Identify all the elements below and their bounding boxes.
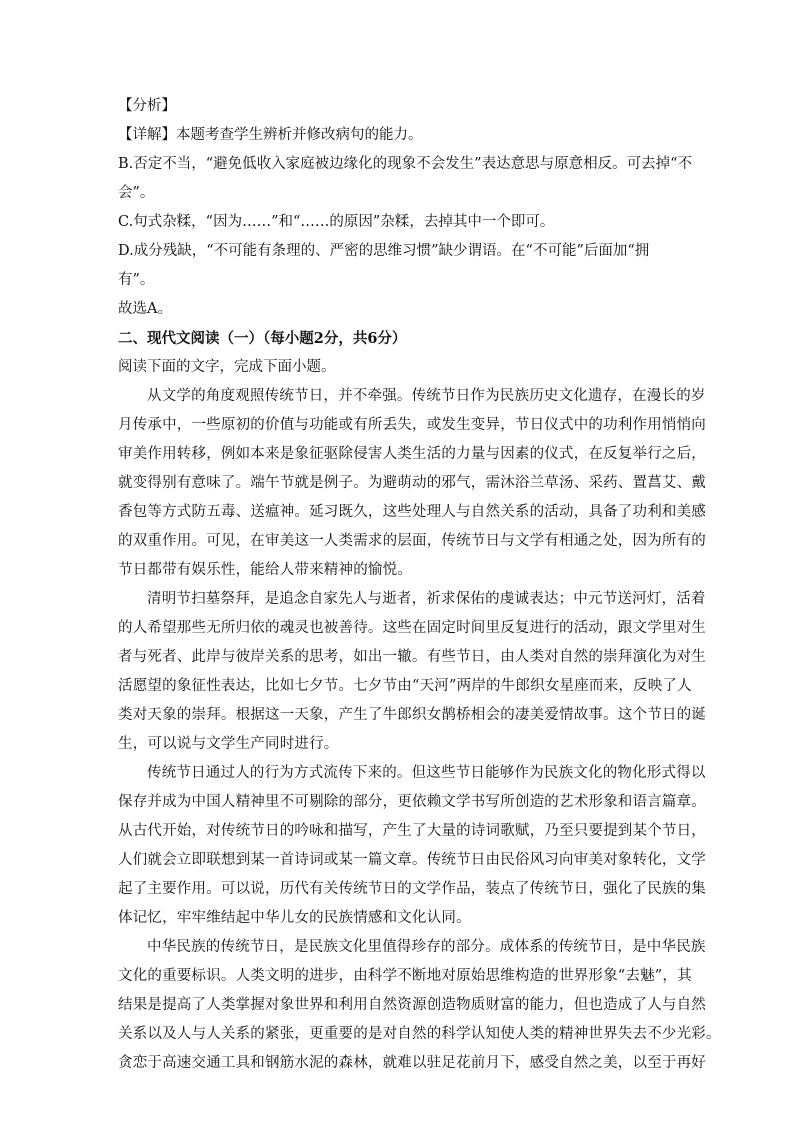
paragraph-line: 体记忆，牢牢维结起中华儿女的民族情感和文化认同。 (118, 910, 471, 926)
paragraph-line: 文化的重要标识。人类文明的进步，由科学不断地对原始思维构造的世界形象“去魅”，其 (118, 968, 692, 984)
paragraph-line: 人们就会立即联想到某一首诗词或某一篇文章。传统节日由民俗风习向审美对象转化，文学 (118, 852, 706, 868)
paragraph-line: 从文学的角度观照传统节日，并不牵强。传统节日作为民族历史文化遗存，在漫长的岁 (147, 388, 706, 404)
paragraph-line: 起了主要作用。可以说，历代有关传统节日的文学作品，装点了传统节日，强化了民族的集 (118, 881, 706, 897)
paragraph-line: 贪恋于高速交通工具和钢筋水泥的森林，就难以驻足花前月下，感受自然之美，以至于再好 (118, 1055, 706, 1071)
option-b-line-2: 会”。 (118, 185, 155, 201)
paragraph-4 (118, 933, 721, 1078)
paragraph-line: 生，可以说与文学生产同时进行。 (118, 736, 339, 752)
paragraph-line: 香包等方式防五毒、送瘟神。延习既久，这些处理人与自然关系的活动，具备了功利和美感 (118, 504, 706, 520)
section-instruction: 阅读下面的文字，完成下面小题。 (118, 359, 336, 375)
paragraph-2 (118, 585, 706, 759)
paragraph-line: 就变得别有意味了。端午节就是例子。为避萌动的邪气，需沐浴兰草汤、采药、置菖艾、戴 (118, 475, 706, 491)
analysis-heading: 【分析】 (118, 98, 176, 114)
section-title: 二、现代文阅读（一）（每小题2分，共6分） (118, 330, 407, 347)
analysis-detail: 【详解】本题考查学生辨析并修改病句的能力。 (118, 127, 423, 143)
paragraph-line: 结果是提高了人类掌握对象世界和利用自然资源创造物质财富的能力，但也造成了人与自然 (118, 997, 706, 1013)
answer: 故选A。 (118, 301, 172, 317)
paragraph-line: 审美作用转移，例如本来是象征驱除侵害人类生活的力量与因素的仪式，在反复举行之后， (118, 446, 706, 462)
paragraph-line: 活愿望的象征性表达，比如七夕节。七夕节由“天河”两岸的牛郎织女星座而来，反映了人 (118, 678, 692, 694)
paragraph-line: 的双重作用。可见，在审美这一人类需求的层面，传统节日与文学有相通之处，因为所有的 (118, 533, 706, 549)
paragraph-line: 关系以及人与人关系的紧张，更重要的是对自然的科学认知使人类的精神世界失去不少光彩。 (118, 1026, 721, 1042)
paragraph-line: 者与死者、此岸与彼岸关系的思考，如出一辙。有些节日，由人类对自然的崇拜演化为对生 (118, 649, 706, 665)
paragraph-line: 中华民族的传统节日，是民族文化里值得珍存的部分。成体系的传统节日，是中华民族 (147, 939, 706, 955)
option-c: C.句式杂糅，“因为……”和“……的原因”杂糅，去掉其中一个即可。 (118, 214, 555, 230)
paragraph-line: 类对天象的崇拜。根据这一天象，产生了牛郎织女鹊桥相会的凄美爱情故事。这个节日的诞 (118, 707, 706, 723)
paragraph-line: 的人希望那些无所归依的魂灵也被善待。这些在固定时间里反复进行的活动，跟文学里对生 (118, 620, 706, 636)
paragraph-line: 传统节日通过人的行为方式流传下来的。但这些节日能够作为民族文化的物化形式得以 (147, 765, 706, 781)
option-b-line-1: B.否定不当，“避免低收入家庭被边缘化的现象不会发生”表达意思与原意相反。可去掉“不 (118, 156, 692, 172)
option-d-line-2: 有”。 (118, 272, 155, 288)
paragraph-line: 从古代开始，对传统节日的吟咏和描写，产生了大量的诗词歌赋，乃至只要提到某个节日， (118, 823, 706, 839)
option-d-line-1: D.成分残缺，“不可能有条理的、严密的思维习惯”缺少谓语。在“不可能”后面加“拥 (118, 243, 650, 259)
paragraph-1 (118, 382, 706, 585)
paragraph-line: 清明节扫墓祭拜，是追念自家先人与逝者，祈求保佑的虔诚表达；中元节送河灯，活着 (147, 591, 706, 607)
paragraph-line: 保存并成为中国人精神里不可剔除的部分，更依赖文学书写所创造的艺术形象和语言篇章。 (118, 794, 706, 810)
paragraph-line: 节日都带有娱乐性，能给人带来精神的愉悦。 (118, 562, 412, 578)
paragraph-3 (118, 759, 706, 933)
document-content (118, 92, 721, 1078)
paragraph-line: 月传承中，一些原初的价值与功能或有所丢失，或发生变异，节日仪式中的功利作用悄悄向 (118, 417, 706, 433)
